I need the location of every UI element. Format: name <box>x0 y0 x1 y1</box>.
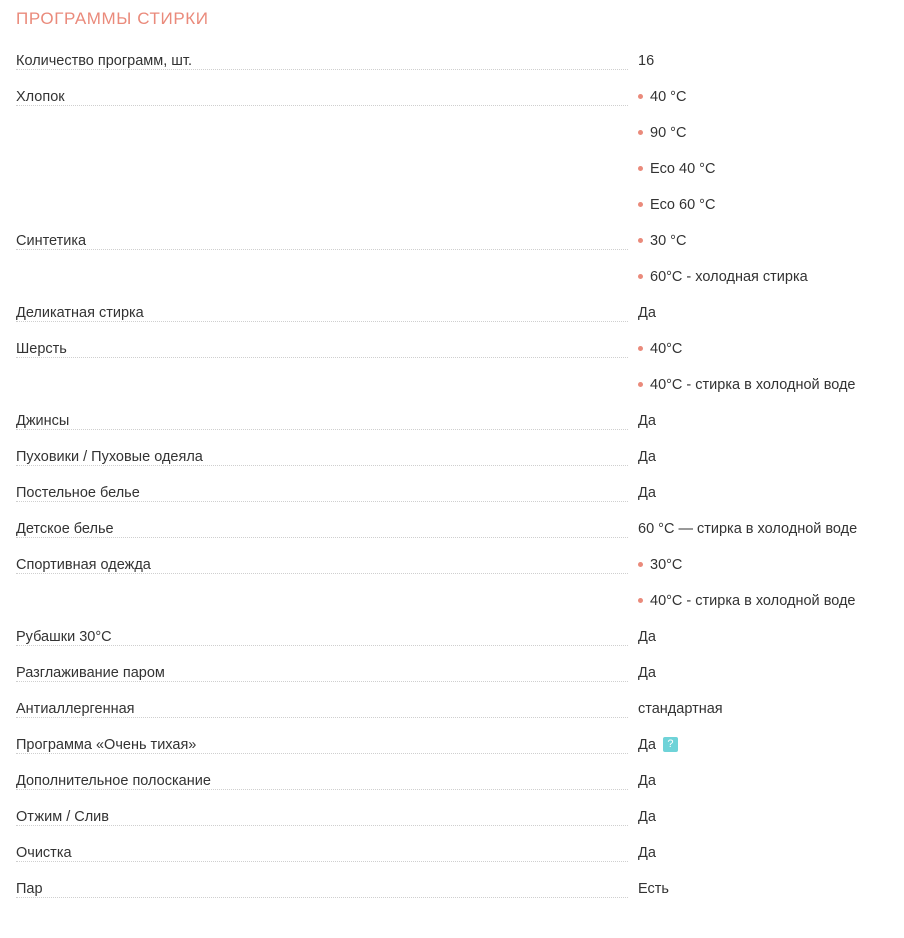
spec-value-cell <box>638 295 888 331</box>
spec-value-cell <box>638 79 888 223</box>
spec-label-text: Джинсы <box>16 413 73 429</box>
spec-value-text: Да <box>638 737 656 753</box>
spec-value-line <box>638 43 888 79</box>
table-row <box>16 835 888 871</box>
dotted-leader <box>16 105 628 106</box>
spec-value-text: Да <box>638 305 656 321</box>
dotted-leader <box>16 357 628 358</box>
spec-label <box>16 871 638 907</box>
spec-label-cell <box>16 799 638 835</box>
bullet-icon <box>638 94 643 99</box>
bullet-icon <box>638 274 643 279</box>
table-row <box>16 79 888 223</box>
spec-value-text: 60°C - холодная стирка <box>650 269 808 285</box>
table-row <box>16 43 888 79</box>
spec-value-text: 30 °C <box>650 233 687 249</box>
bullet-icon <box>638 382 643 387</box>
spec-value-line <box>638 655 888 691</box>
spec-value-text: 60 °C — стирка в холодной воде <box>638 521 858 537</box>
spec-value-line <box>638 295 888 331</box>
spec-label-cell <box>16 619 638 655</box>
spec-value-line <box>638 259 888 295</box>
spec-label-text: Очистка <box>16 845 76 861</box>
table-row <box>16 295 888 331</box>
bullet-icon <box>638 598 643 603</box>
specifications-table <box>16 43 888 907</box>
spec-value-line <box>638 583 888 619</box>
dotted-leader <box>16 321 628 322</box>
spec-label <box>16 331 638 367</box>
spec-value-line <box>638 835 888 871</box>
spec-value-line <box>638 79 888 115</box>
spec-label-cell <box>16 439 638 475</box>
spec-value-line <box>638 331 888 367</box>
dotted-leader <box>16 645 628 646</box>
spec-label-text: Рубашки 30°С <box>16 629 116 645</box>
table-row <box>16 727 888 763</box>
spec-label <box>16 403 638 439</box>
bullet-icon <box>638 562 643 567</box>
spec-label-text: Постельное белье <box>16 485 144 501</box>
spec-label-text: Пуховики / Пуховые одеяла <box>16 449 207 465</box>
spec-label <box>16 727 638 763</box>
spec-label-text: Детское белье <box>16 521 118 537</box>
spec-value-cell <box>638 223 888 295</box>
spec-value-cell <box>638 43 888 79</box>
spec-label-cell <box>16 403 638 439</box>
spec-value-cell <box>638 331 888 403</box>
spec-label-cell <box>16 727 638 763</box>
spec-label-text: Пар <box>16 881 47 897</box>
spec-value-text: Да <box>638 665 656 681</box>
dotted-leader <box>16 573 628 574</box>
spec-label-cell <box>16 835 638 871</box>
spec-value-text: 16 <box>638 53 655 69</box>
spec-label-cell <box>16 871 638 907</box>
spec-value-text: Да <box>638 629 656 645</box>
spec-value-cell <box>638 403 888 439</box>
table-row <box>16 799 888 835</box>
table-row <box>16 763 888 799</box>
spec-value-cell <box>638 799 888 835</box>
table-row <box>16 439 888 475</box>
spec-label <box>16 799 638 835</box>
spec-value-line <box>638 619 888 655</box>
spec-value-text: Да <box>638 773 656 789</box>
spec-label-cell <box>16 475 638 511</box>
spec-value-cell <box>638 763 888 799</box>
spec-label-text: Программа «Очень тихая» <box>16 737 200 753</box>
spec-value-line <box>638 367 888 403</box>
table-row <box>16 223 888 295</box>
spec-label-text: Спортивная одежда <box>16 557 155 573</box>
bullet-icon <box>638 202 643 207</box>
spec-label-text: Деликатная стирка <box>16 305 148 321</box>
spec-label-cell <box>16 223 638 295</box>
spec-value-cell <box>638 655 888 691</box>
table-row <box>16 475 888 511</box>
spec-value-text: Да <box>638 449 656 465</box>
spec-label-cell <box>16 547 638 619</box>
spec-label-cell <box>16 763 638 799</box>
spec-label <box>16 619 638 655</box>
spec-value-line <box>638 871 888 907</box>
spec-label <box>16 439 638 475</box>
table-row <box>16 511 888 547</box>
spec-value-text: Да <box>638 845 656 861</box>
dotted-leader <box>16 717 628 718</box>
spec-value-line <box>638 151 888 187</box>
table-row <box>16 331 888 403</box>
dotted-leader <box>16 69 628 70</box>
spec-value-line <box>638 547 888 583</box>
dotted-leader <box>16 249 628 250</box>
help-icon[interactable]: ? <box>663 737 678 752</box>
dotted-leader <box>16 465 628 466</box>
spec-label-cell <box>16 655 638 691</box>
spec-value-text: Да <box>638 413 656 429</box>
table-row <box>16 619 888 655</box>
spec-value-cell <box>638 475 888 511</box>
table-row <box>16 547 888 619</box>
spec-value-text: Есть <box>638 881 669 897</box>
spec-value-line <box>638 439 888 475</box>
bullet-icon <box>638 130 643 135</box>
spec-label-text: Разглаживание паром <box>16 665 169 681</box>
dotted-leader <box>16 429 628 430</box>
dotted-leader <box>16 825 628 826</box>
spec-value-text: 40°C - стирка в холодной воде <box>650 593 856 609</box>
table-row <box>16 403 888 439</box>
spec-value-line <box>638 115 888 151</box>
spec-value-text: 40°C - стирка в холодной воде <box>650 377 856 393</box>
spec-value-line <box>638 691 888 727</box>
dotted-leader <box>16 681 628 682</box>
spec-value-cell <box>638 547 888 619</box>
spec-value-line <box>638 511 888 547</box>
spec-value-text: Eco 60 °C <box>650 197 716 213</box>
dotted-leader <box>16 897 628 898</box>
spec-label-cell <box>16 331 638 403</box>
spec-label <box>16 835 638 871</box>
dotted-leader <box>16 861 628 862</box>
bullet-icon <box>638 166 643 171</box>
spec-label-text: Антиаллергенная <box>16 701 139 717</box>
dotted-leader <box>16 753 628 754</box>
dotted-leader <box>16 501 628 502</box>
page-title: ПРОГРАММЫ СТИРКИ <box>16 9 209 28</box>
spec-label-text: Количество программ, шт. <box>16 53 196 69</box>
spec-label <box>16 43 638 79</box>
spec-label-cell <box>16 511 638 547</box>
spec-label <box>16 547 638 583</box>
bullet-icon <box>638 346 643 351</box>
spec-label-text: Хлопок <box>16 89 69 105</box>
spec-value-text: стандартная <box>638 701 723 717</box>
spec-label-cell <box>16 295 638 331</box>
table-row <box>16 871 888 907</box>
spec-value-cell <box>638 871 888 907</box>
spec-label <box>16 295 638 331</box>
spec-value-line <box>638 403 888 439</box>
spec-label <box>16 511 638 547</box>
spec-value-line <box>638 799 888 835</box>
spec-label-cell <box>16 79 638 223</box>
spec-value-text: 90 °C <box>650 125 687 141</box>
spec-label <box>16 79 638 115</box>
spec-label <box>16 763 638 799</box>
spec-value-cell <box>638 439 888 475</box>
spec-value-cell <box>638 691 888 727</box>
spec-label <box>16 691 638 727</box>
spec-label <box>16 655 638 691</box>
spec-label <box>16 223 638 259</box>
spec-label-text: Шерсть <box>16 341 71 357</box>
specifications-body <box>16 43 888 907</box>
spec-label-cell <box>16 43 638 79</box>
table-row <box>16 691 888 727</box>
spec-value-cell <box>638 619 888 655</box>
spec-value-cell <box>638 835 888 871</box>
spec-value-cell <box>638 727 888 763</box>
spec-value-line <box>638 763 888 799</box>
spec-value-line <box>638 727 888 763</box>
spec-label-cell <box>16 691 638 727</box>
spec-value-text: 40 °C <box>650 89 687 105</box>
spec-value-line <box>638 187 888 223</box>
spec-value-line <box>638 475 888 511</box>
spec-label-text: Дополнительное полоскание <box>16 773 215 789</box>
bullet-icon <box>638 238 643 243</box>
spec-label-text: Синтетика <box>16 233 90 249</box>
spec-label-text: Отжим / Слив <box>16 809 113 825</box>
spec-value-text: Да <box>638 485 656 501</box>
spec-value-text: 30°C <box>650 557 683 573</box>
table-row <box>16 655 888 691</box>
dotted-leader <box>16 789 628 790</box>
spec-value-cell <box>638 511 888 547</box>
spec-value-line <box>638 223 888 259</box>
spec-value-text: Eco 40 °C <box>650 161 716 177</box>
dotted-leader <box>16 537 628 538</box>
spec-label <box>16 475 638 511</box>
spec-value-text: Да <box>638 809 656 825</box>
spec-value-text: 40°C <box>650 341 683 357</box>
